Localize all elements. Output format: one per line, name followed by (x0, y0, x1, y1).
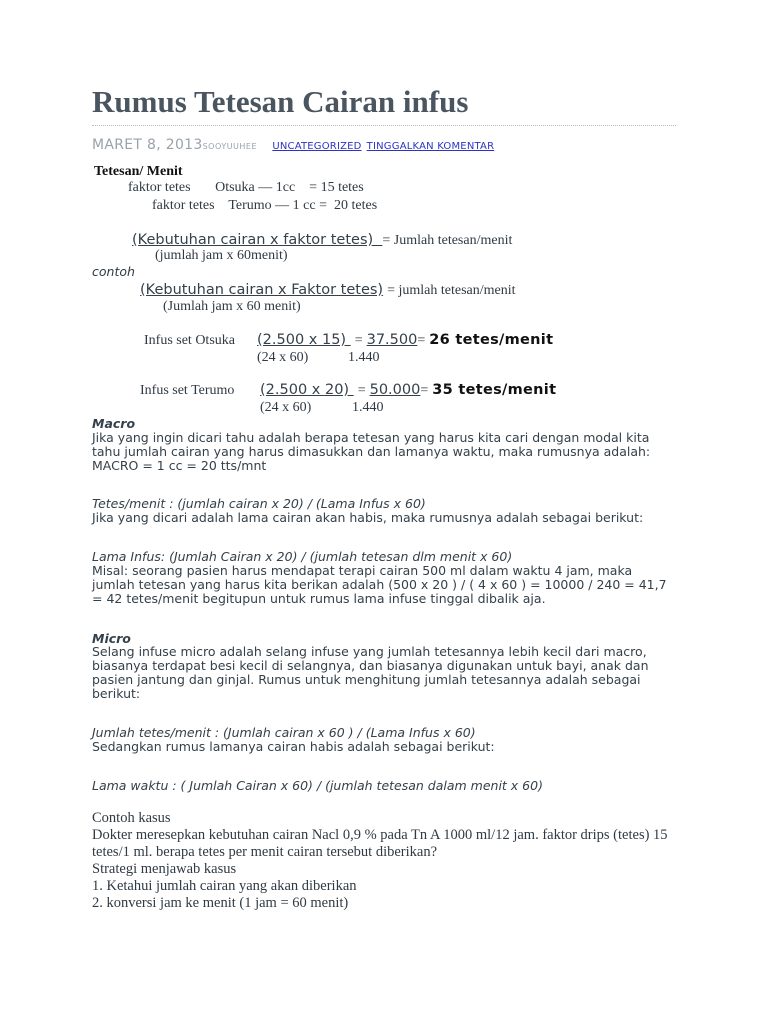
terumo-answer: 35 tetes/menit (432, 382, 557, 398)
terumo-calculation (260, 381, 556, 399)
terumo-value: 50.000 (369, 382, 421, 398)
formula-numerator: (Kebutuhan cairan x faktor tetes) (132, 232, 383, 248)
terumo-eq1: = (357, 383, 366, 398)
terumo-numerator: (2.500 x 20) (260, 382, 354, 398)
micro-formula-time: Lama waktu : ( Jumlah Cairan x 60) / (jumlah tetesan dalam menit x 60) (92, 778, 543, 793)
macro-body: Jika yang ingin dicari tahu adalah berapa tetesan yang harus kita cari dengan modal kita tahu jumlah cairan yang harus dimasukkan dan lamanya waktu, maka rumusnya adalah: MACRO = 1 cc = 20 tts/mnt (92, 430, 651, 473)
post-author[interactable]: SOOYUUHEE (202, 142, 258, 151)
post-date[interactable]: MARET 8, 2013 (92, 137, 203, 153)
contoh-label: contoh (92, 264, 135, 279)
micro-drops-note: Sedangkan rumus lamanya cairan habis adalah sebagai berikut: (92, 739, 495, 754)
otsuka-denominator-value: 1.440 (348, 350, 380, 365)
micro-body: Selang infuse micro adalah selang infuse yang jumlah tetesannya lebih kecil dari macro, biasanya terdapat besi kecil di selangnya, dan biasanya digunakan untuk bayi, anak dan pasien jantung dan ginjal. Rumus untuk menghitung jumlah tetesannya adalah sebagai berikut: (92, 644, 649, 701)
otsuka-answer: 26 tetes/menit (429, 332, 554, 348)
otsuka-eq2: = (417, 333, 426, 348)
case-strategy: Strategi menjawab kasus (92, 861, 237, 877)
otsuka-eq1: = (354, 333, 363, 348)
otsuka-value: 37.500 (366, 332, 418, 348)
otsuka-denominator: (24 x 60) (257, 350, 309, 365)
formula-denominator: (jumlah jam x 60menit) (155, 248, 288, 263)
otsuka-factor: faktor tetes Otsuka — 1cc = 15 tetes (128, 180, 364, 195)
case-step-2: 2. konversi jam ke menit (1 jam = 60 menit) (92, 895, 349, 911)
otsuka-numerator: (2.500 x 15) (257, 332, 351, 348)
micro-heading: Micro (92, 631, 131, 646)
terumo-denominator-value: 1.440 (352, 400, 384, 415)
terumo-factor: faktor tetes Terumo — 1 cc = 20 tetes (152, 198, 378, 213)
otsuka-calculation (257, 331, 553, 349)
micro-formula-drops: Jumlah tetes/menit : (Jumlah cairan x 60 ) / (Lama Infus x 60) (92, 725, 476, 740)
terumo-denominator: (24 x 60) (260, 400, 312, 415)
macro-heading: Macro (92, 416, 136, 431)
formula-example (140, 281, 516, 299)
case-heading: Contoh kasus (92, 810, 171, 826)
otsuka-label: Infus set Otsuka (144, 333, 235, 348)
leave-comment-link[interactable]: TINGGALKAN KOMENTAR (366, 141, 495, 152)
formula2-result: = jumlah tetesan/menit (387, 283, 516, 298)
macro-formula-time: Lama Infus: (Jumlah Cairan x 20) / (jumlah tetesan dlm menit x 60) (92, 549, 513, 564)
formula2-numerator: (Kebutuhan cairan x Faktor tetes) (140, 282, 384, 298)
case-body: Dokter meresepkan kebutuhan cairan Nacl 0,9 % pada Tn A 1000 ml/12 jam. faktor drips (tetes) 15 tetes/1 ml. berapa tetes per menit cairan tersebut diberikan? (92, 827, 668, 860)
terumo-eq2: = (420, 383, 429, 398)
case-step-1: 1. Ketahui jumlah cairan yang akan diberikan (92, 878, 357, 894)
formula-general (132, 231, 512, 249)
formula2-denominator: (Jumlah jam x 60 menit) (163, 299, 301, 314)
title-divider (92, 125, 676, 126)
page-title: Rumus Tetesan Cairan infus (92, 84, 469, 119)
post-meta (92, 134, 494, 153)
formula-result: = Jumlah tetesan/menit (382, 233, 513, 248)
macro-formula-drops: Tetes/menit : (jumlah cairan x 20) / (Lama Infus x 60) (92, 496, 426, 511)
macro-drops-note: Jika yang dicari adalah lama cairan akan habis, maka rumusnya adalah sebagai berikut: (92, 510, 644, 525)
category-link[interactable]: UNCATEGORIZED (272, 141, 362, 152)
macro-example: Misal: seorang pasien harus mendapat terapi cairan 500 ml dalam waktu 4 jam, maka jumlah tetesan yang harus kita berikan adalah (500 x 20 ) / ( 4 x 60 ) = 10000 / 240 = 41,7 = 42 tetes/menit begitupun untuk rumus lama infuse tinggal dibalik aja. (92, 563, 667, 606)
section-heading-tetesan: Tetesan/ Menit (94, 164, 183, 179)
terumo-label: Infus set Terumo (140, 383, 235, 398)
